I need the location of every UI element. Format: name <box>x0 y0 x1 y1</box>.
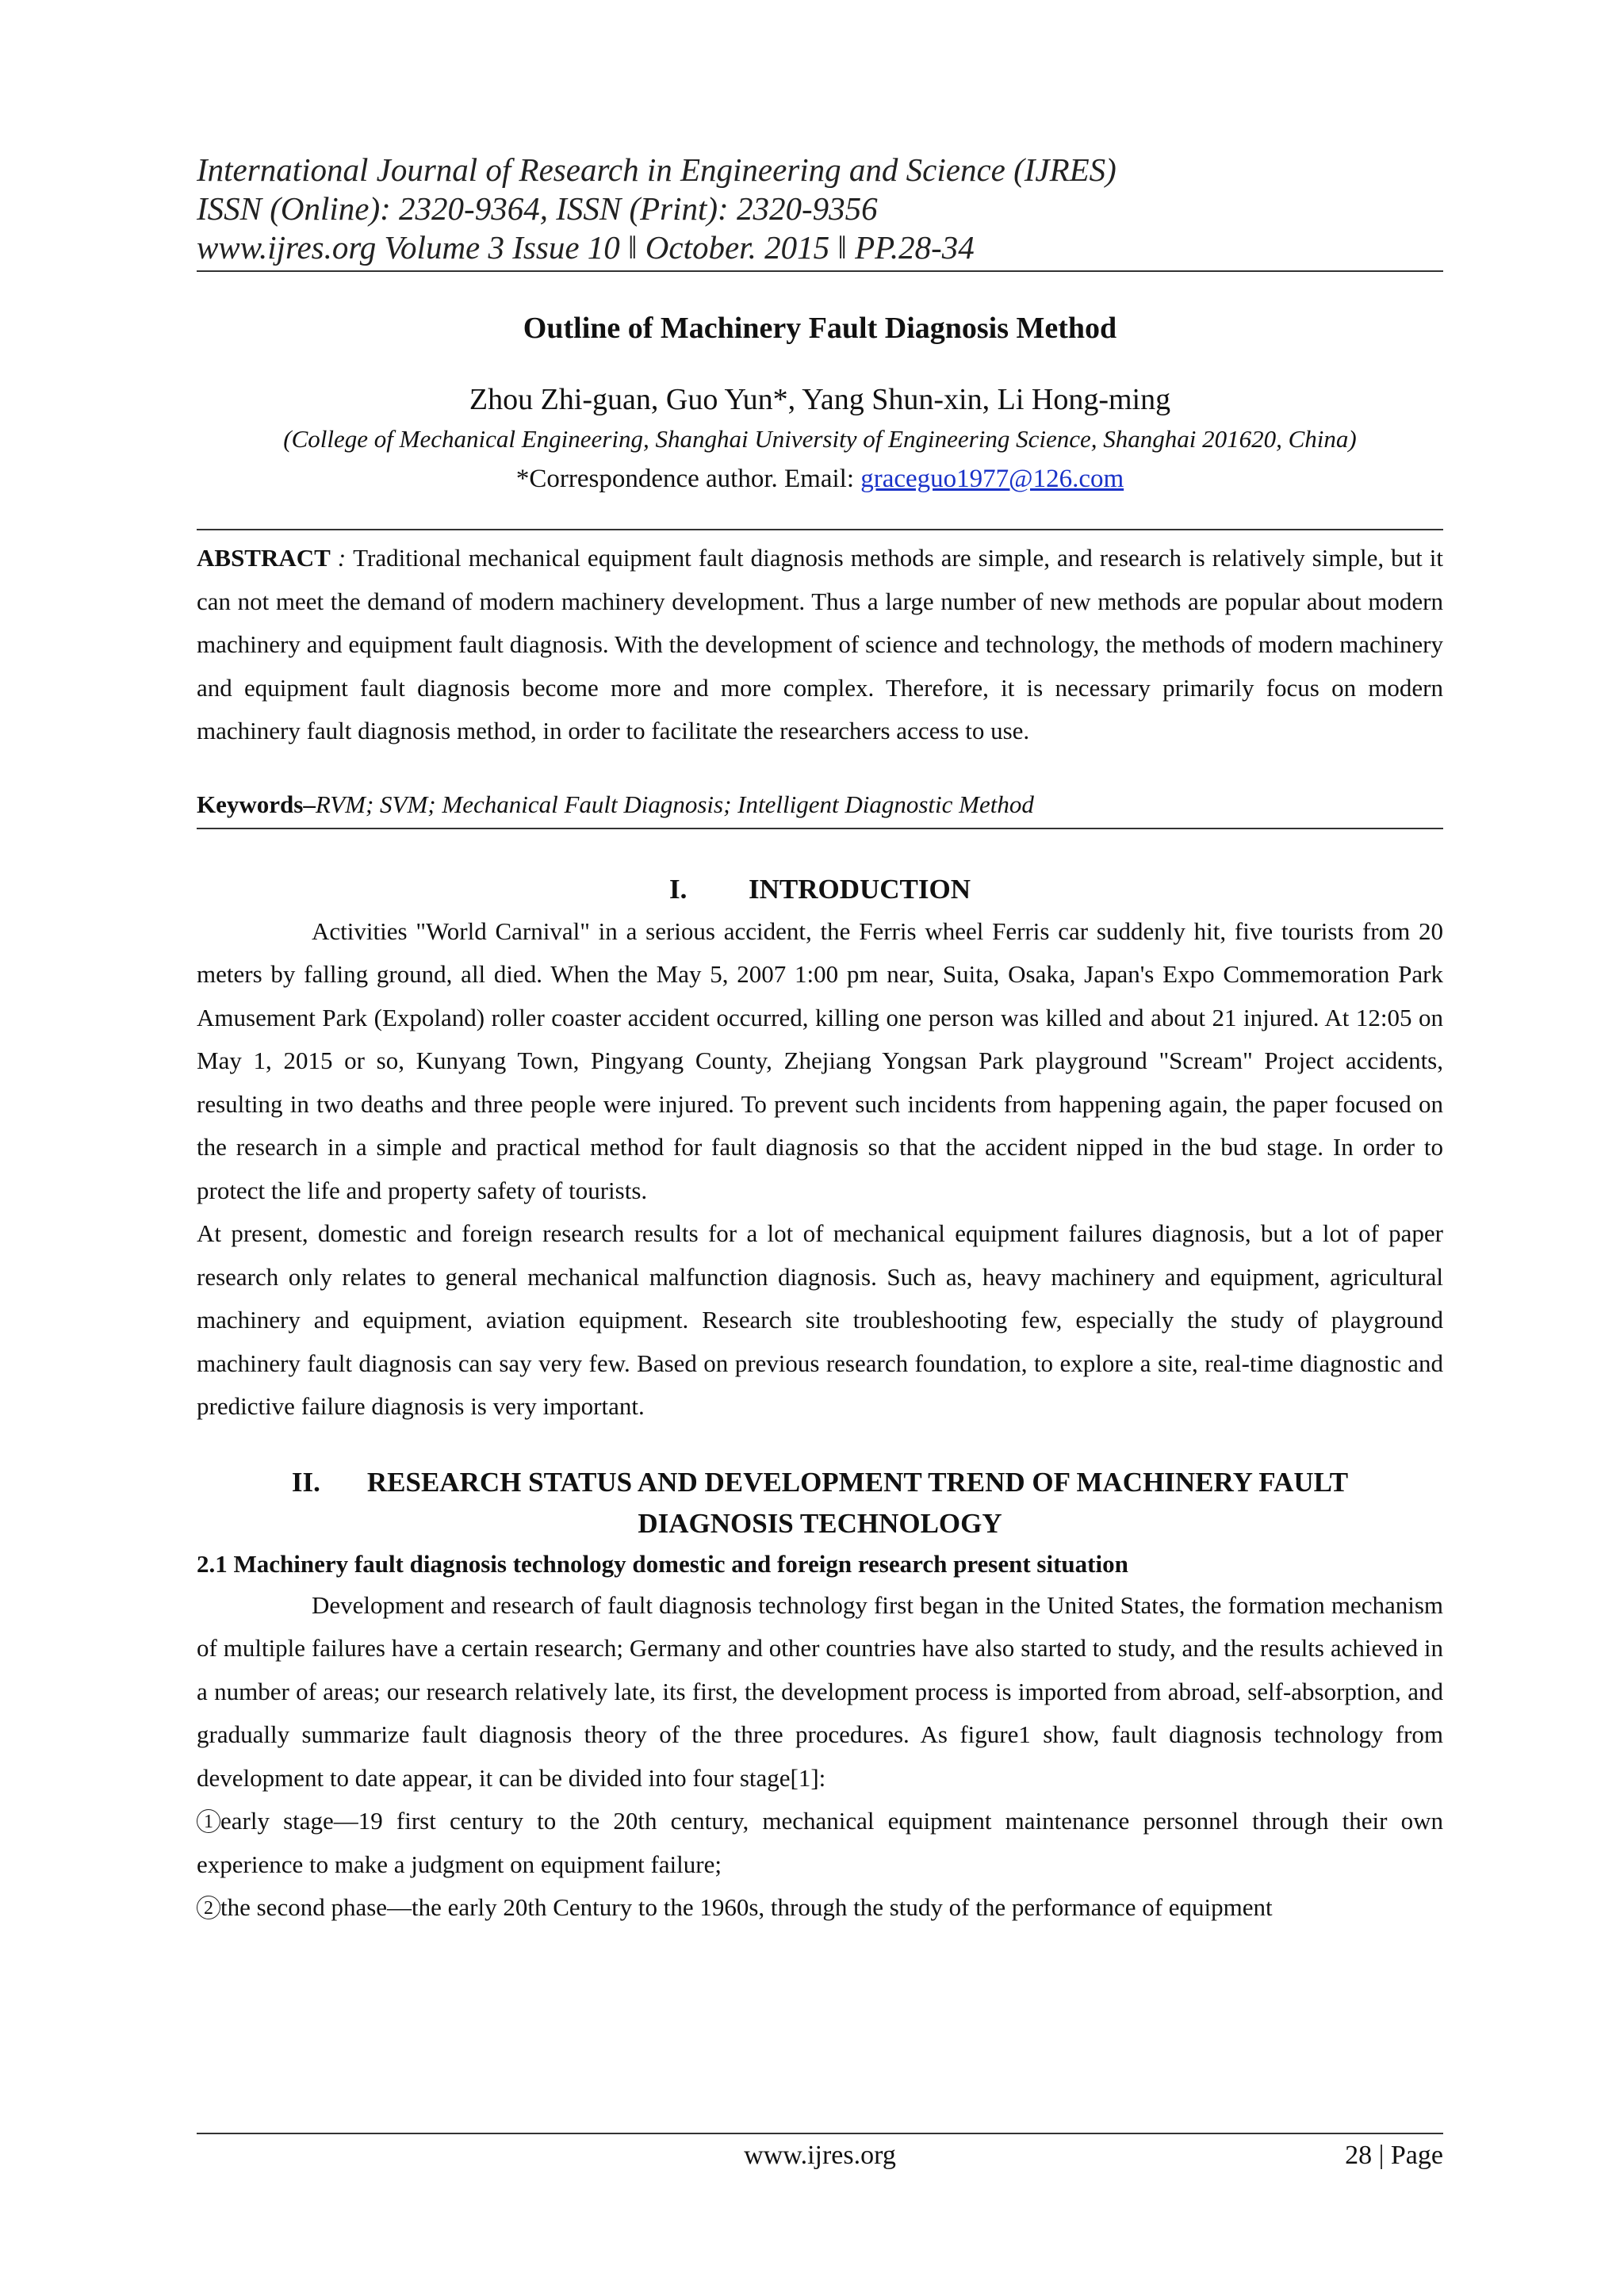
section-heading-research-status <box>197 1462 1443 1544</box>
subsection-heading: 2.1 Machinery fault diagnosis technology domestic and foreign research present situation <box>197 1549 1128 1578</box>
correspondence-label: *Correspondence author. Email: <box>515 465 861 493</box>
research-paragraph-1: Development and research of fault diagnosis technology first began in the United States, the formation mechanism of multiple failures have a certain research; Germany and other countries have also started to study, and the results achieved in a number of areas; our research relatively late, its first, the development process is imported from abroad, self-absorption, and gradually summarize fault diagnosis theory of the three procedures. As figure1 show, fault diagnosis technology from development to date appear, it can be divided into four stage[1]: <box>197 1590 1443 1792</box>
section-title: INTRODUCTION <box>748 873 971 905</box>
abstract <box>197 529 1443 753</box>
journal-issn: ISSN (Online): 2320-9364, ISSN (Print): 2320-9356 <box>197 190 878 227</box>
affiliation: (College of Mechanical Engineering, Shanghai University of Engineering Science, Shanghai 201620, China) <box>283 425 1357 453</box>
circled-number-1: 1 <box>197 1809 220 1833</box>
stage-item-2 <box>197 1886 1443 1930</box>
circled-number-2: 2 <box>197 1896 220 1919</box>
keywords-label: Keywords– <box>197 790 316 818</box>
section-number: II. <box>291 1466 320 1498</box>
author-list: Zhou Zhi-guan, Guo Yun*, Yang Shun-xin, Li Hong-ming <box>469 383 1171 416</box>
abstract-text: Traditional mechanical equipment fault diagnosis methods are simple, and research is relatively simple, but it can not meet the demand of modern machinery development. Thus a large number of new methods are popular about modern machinery and equipment fault diagnosis. With the development of science and technology, the methods of modern machinery and equipment fault diagnosis become more and more complex. Therefore, it is necessary primarily focus on modern machinery fault diagnosis method, in order to facilitate the researchers access to use. <box>197 544 1443 744</box>
correspondence <box>197 461 1443 497</box>
abstract-paragraph <box>197 537 1443 753</box>
keywords <box>197 783 1443 829</box>
intro-paragraph-1: Activities "World Carnival" in a serious accident, the Ferris wheel Ferris car suddenly hit, five tourists from 20 meters by falling ground, all died. When the May 5, 2007 1:00 pm near, Suita, Osaka, Japan's Expo Commemoration Park Amusement Park (Expoland) roller coaster accident occurred, killing one person was killed and about 21 injured. At 12:05 on May 1, 2015 or so, Kunyang Town, Pingyang County, Zhejiang Yongsan Park playground "Scream" Project accidents, resulting in two deaths and three people were injured. To prevent such incidents from happening again, the paper focused on the research in a simple and practical method for fault diagnosis so that the accident nipped in the bud stage. In order to protect the life and property safety of tourists. <box>197 916 1443 1204</box>
section-title-line-1: RESEARCH STATUS AND DEVELOPMENT TREND OF MACHINERY FAULT <box>366 1466 1349 1498</box>
abstract-separator: : <box>330 544 354 572</box>
section-heading-introduction <box>197 869 1443 910</box>
intro-paragraph-2: At present, domestic and foreign research results for a lot of mechanical equipment failures diagnosis, but a lot of paper research only relates to general mechanical malfunction diagnosis. Such as, heavy machinery and equipment, agricultural machinery and equipment, aviation equipment. Research site troubleshooting few, especially the study of playground machinery fault diagnosis can say very few. Based on previous research foundation, to explore a site, real-time diagnostic and predictive failure diagnosis is very important. <box>197 1219 1443 1420</box>
abstract-label: ABSTRACT <box>197 544 331 572</box>
page-footer <box>197 2133 1443 2174</box>
journal-issue: www.ijres.org Volume 3 Issue 10 ǁ October. 2015 ǁ PP.28-34 <box>197 229 975 266</box>
page-number: 28 | Page <box>1345 2141 1443 2170</box>
stage-item-1 <box>197 1800 1443 1886</box>
email-link[interactable]: graceguo1977@126.com <box>860 465 1124 493</box>
section-number: I. <box>668 873 688 905</box>
paper-page <box>197 151 1443 1930</box>
journal-name: International Journal of Research in Engineering and Science (IJRES) <box>197 151 1116 188</box>
stage-item-2-text: the second phase—the early 20th Century to the 1960s, through the study of the performance of equipment <box>220 1893 1273 1921</box>
keywords-text: RVM; SVM; Mechanical Fault Diagnosis; Intelligent Diagnostic Method <box>315 790 1034 818</box>
section-title-line-2: DIAGNOSIS TECHNOLOGY <box>638 1507 1002 1539</box>
stage-item-1-text: early stage—19 first century to the 20th century, mechanical equipment maintenance personnel through their own experience to make a judgment on equipment failure; <box>197 1807 1443 1878</box>
footer-site: www.ijres.org <box>744 2141 896 2170</box>
paper-title: Outline of Machinery Fault Diagnosis Method <box>523 312 1117 345</box>
journal-header <box>197 151 1443 272</box>
